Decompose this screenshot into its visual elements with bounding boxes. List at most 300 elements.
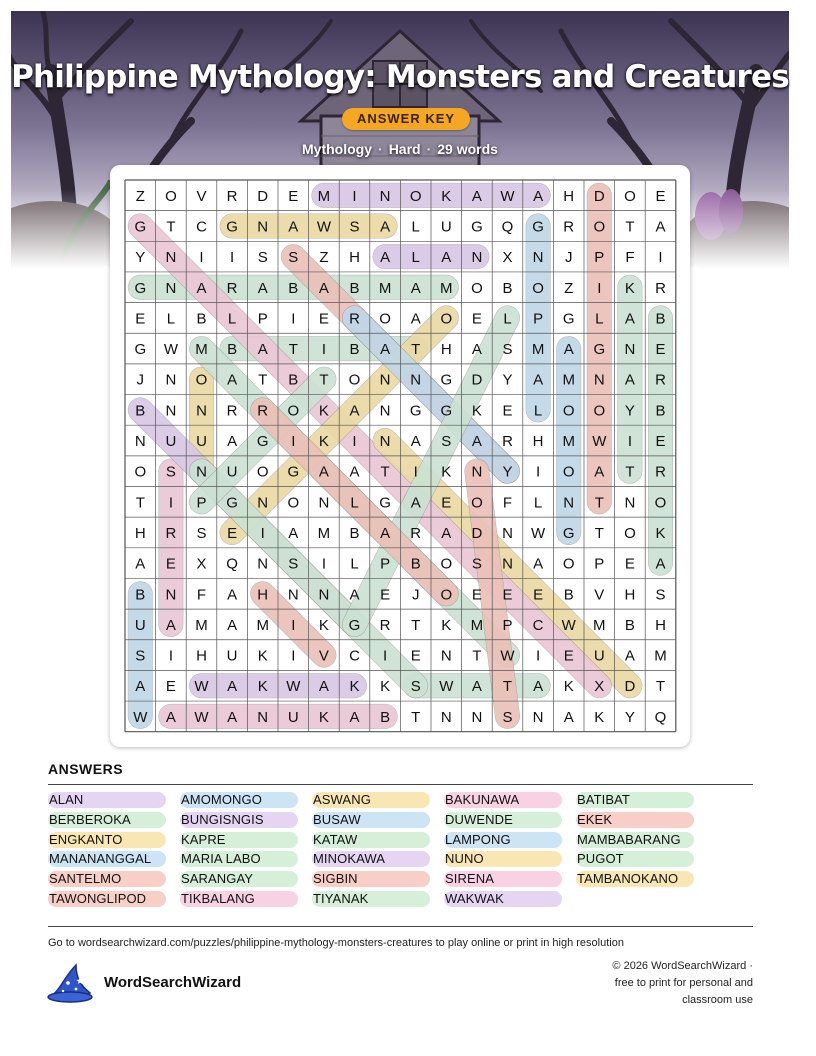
grid-cell-letter: D (257, 187, 269, 205)
answer-word: SARANGAY (180, 871, 298, 887)
grid-cell-letter: M (317, 524, 331, 542)
grid-cell-letter: N (196, 463, 207, 481)
grid-cell-letter: A (380, 341, 391, 359)
answer-word: BATIBAT (576, 792, 694, 808)
grid-cell-letter: M (531, 341, 545, 359)
answer-word: SIGBIN (312, 871, 430, 887)
grid-cell-letter: X (502, 249, 513, 267)
grid-cell-letter: N (532, 249, 544, 267)
grid-cell-letter: H (440, 341, 452, 359)
grid-cell-letter: B (655, 310, 666, 328)
grid-cell-letter: A (349, 586, 360, 604)
grid-cell-letter: M (470, 616, 484, 634)
grid-cell-letter: I (352, 433, 357, 451)
grid-cell-letter: I (658, 249, 663, 267)
grid-cell-letter: G (440, 371, 453, 389)
grid-cell-letter: W (561, 616, 576, 634)
difficulty-label: Hard (388, 141, 421, 157)
grid-cell-letter: R (226, 402, 238, 420)
grid-cell-letter: H (563, 187, 575, 205)
grid-cell-letter: A (380, 249, 391, 267)
grid-cell-letter: A (257, 341, 268, 359)
grid-cell-letter: G (226, 218, 238, 236)
grid-cell-letter: S (471, 555, 482, 573)
grid-cell-letter: O (562, 463, 575, 481)
answer-word: LAMPONG (444, 832, 562, 848)
grid-cell-letter: A (655, 555, 666, 573)
grid-cell-letter: A (471, 341, 482, 359)
grid-cell-letter: V (196, 187, 207, 205)
grid-cell-letter: K (563, 678, 574, 696)
grid-cell-letter: V (318, 647, 329, 665)
grid-cell-letter: J (564, 249, 573, 267)
answer-word: TAMBANOKANO (576, 871, 694, 887)
grid-cell-letter: W (286, 678, 301, 696)
answer-word: BUSAW (312, 812, 430, 828)
grid-cell-letter: A (227, 708, 238, 726)
grid-cell-letter: T (472, 647, 482, 665)
grid-cell-letter: D (471, 371, 483, 389)
grid-cell-letter: B (502, 279, 513, 297)
grid-cell-letter: O (409, 187, 422, 205)
grid-cell-letter: G (562, 524, 575, 542)
grid-cell-letter: F (196, 586, 207, 604)
grid-cell-letter: A (318, 463, 329, 481)
answer-word: MAMBABARANG (576, 832, 694, 848)
grid-cell-letter: I (536, 463, 541, 481)
grid-cell-letter: L (503, 310, 512, 328)
grid-cell-letter: A (441, 524, 452, 542)
grid-cell-letter: N (624, 494, 636, 512)
grid-cell-letter: N (410, 371, 422, 389)
grid-cell-letter: A (165, 708, 176, 726)
grid-cell-letter: A (227, 616, 238, 634)
grid-cell-letter: N (379, 402, 391, 420)
grid-cell-letter: P (533, 310, 544, 328)
grid-cell-letter: A (380, 524, 391, 542)
grid-cell-letter: W (133, 708, 148, 726)
grid-cell-letter: S (502, 708, 513, 726)
grid-cell-letter: A (624, 371, 635, 389)
grid-cell-letter: A (349, 708, 360, 726)
grid-cell-letter: T (319, 371, 329, 389)
grid-cell-letter: L (350, 494, 359, 512)
answer-word: TIKBALANG (180, 891, 298, 907)
grid-cell-letter: A (594, 463, 605, 481)
grid-cell-letter: A (288, 524, 299, 542)
grid-cell-letter: O (532, 279, 544, 297)
grid-cell-letter: N (257, 218, 269, 236)
grid-cell-letter: M (562, 371, 575, 389)
grid-cell-letter: S (410, 678, 421, 696)
grid-cell-letter: O (624, 524, 636, 542)
page-title: Philippine Mythology: Monsters and Creatures (11, 59, 789, 95)
grid-cell-letter: N (502, 555, 513, 573)
answers-divider (48, 784, 753, 785)
grid-cell-letter: U (165, 433, 177, 451)
grid-cell-letter: B (563, 586, 574, 604)
copyright-line: © 2026 WordSearchWizard · (612, 960, 753, 972)
grid-cell-letter: O (348, 371, 361, 389)
grid-cell-letter: N (165, 402, 177, 420)
grid-cell-letter: I (352, 187, 357, 205)
grid-cell-letter: O (165, 187, 177, 205)
grid-cell-letter: R (349, 310, 360, 328)
grid-cell-letter: M (256, 616, 269, 634)
grid-cell-letter: O (195, 371, 208, 389)
grid-cell-letter: B (135, 586, 146, 604)
grid-cell-letter: M (195, 616, 208, 634)
answer-word: MANANANGGAL (48, 851, 166, 867)
answer-word: PUGOT (576, 851, 694, 867)
grid-cell-letter: A (288, 218, 299, 236)
grid-cell-letter: K (318, 708, 329, 726)
answer-word: WAKWAK (444, 891, 562, 907)
answer-word: SANTELMO (48, 871, 166, 887)
grid-cell-letter: R (165, 524, 177, 542)
grid-cell-letter: H (655, 616, 666, 634)
grid-cell-letter: G (256, 433, 269, 451)
grid-cell-letter: O (287, 402, 300, 420)
grid-cell-letter: C (196, 218, 207, 236)
grid-cell-letter: A (410, 279, 421, 297)
grid-cell-letter: U (226, 647, 238, 665)
grid-cell-letter: G (409, 402, 422, 420)
grid-cell-letter: V (594, 586, 605, 604)
grid-cell-letter: E (655, 341, 666, 359)
puzzle-card (110, 165, 690, 747)
grid-cell-letter: R (655, 279, 666, 297)
grid-cell-letter: G (226, 494, 238, 512)
grid-cell-letter: N (471, 708, 483, 726)
grid-cell-letter: K (471, 402, 482, 420)
answer-word: MARIA LABO (180, 851, 298, 867)
grid-cell-letter: A (196, 279, 207, 297)
grid-cell-letter: D (624, 678, 636, 696)
grid-cell-letter: O (440, 555, 453, 573)
grid-cell-letter: G (348, 616, 361, 634)
grid-cell-letter: N (165, 249, 177, 267)
grid-cell-letter: E (471, 310, 482, 328)
grid-cell-letter: M (593, 616, 606, 634)
grid-cell-letter: I (321, 555, 326, 573)
grid-cell-letter: O (654, 494, 667, 512)
grid-cell-letter: L (411, 249, 420, 267)
grid-cell-letter: I (291, 616, 296, 634)
grid-cell-letter: H (532, 433, 544, 451)
grid-cell-letter: K (318, 616, 329, 634)
grid-cell-letter: H (134, 524, 146, 542)
brand-name[interactable]: WordSearchWizard (104, 974, 242, 991)
footer-link-text[interactable]: Go to wordsearchwizard.com/puzzles/philippine-mythology-monsters-creatures to play online or print in high resolution (48, 937, 624, 949)
grid-cell-letter: B (349, 279, 360, 297)
grid-cell-letter: N (134, 433, 146, 451)
grid-cell-letter: N (379, 433, 391, 451)
grid-cell-letter: G (134, 218, 147, 236)
grid-cell-letter: B (227, 341, 238, 359)
grid-cell-letter: E (318, 310, 329, 328)
grid-cell-letter: A (533, 187, 544, 205)
grid-cell-letter: A (410, 433, 421, 451)
grid-cell-letter: G (379, 494, 391, 512)
grid-cell-letter: T (166, 218, 176, 236)
grid-cell-letter: A (349, 402, 360, 420)
grid-cell-letter: G (134, 279, 147, 297)
grid-cell-letter: A (257, 279, 268, 297)
grid-cell-letter: B (410, 555, 421, 573)
grid-cell-letter: G (532, 218, 544, 236)
grid-cell-letter: S (655, 586, 666, 604)
grid-cell-letter: O (562, 555, 575, 573)
grid-cell-letter: P (380, 555, 391, 573)
grid-cell-letter: G (471, 218, 483, 236)
grid-cell-letter: J (411, 586, 420, 604)
grid-cell-letter: I (291, 647, 296, 665)
grid-cell-letter: O (287, 494, 300, 512)
grid-cell-letter: K (318, 433, 329, 451)
grid-cell-letter: Y (502, 371, 513, 389)
grid-cell-letter: R (410, 524, 422, 542)
grid-cell-letter: E (165, 678, 176, 696)
answer-word: DUWENDE (444, 812, 562, 828)
grid-cell-letter: T (625, 218, 635, 236)
grid-cell-letter: M (440, 279, 453, 297)
grid-cell-letter: K (594, 708, 605, 726)
grid-cell-letter: Y (502, 463, 513, 481)
grid-cell-letter: O (471, 494, 483, 512)
grid-cell-letter: A (318, 279, 329, 297)
grid-cell-letter: R (655, 371, 666, 389)
grid-cell-letter: A (563, 341, 574, 359)
grid-cell-letter: O (379, 310, 391, 328)
grid-cell-letter: P (257, 310, 268, 328)
grid-cell-letter: M (562, 433, 575, 451)
grid-cell-letter: S (135, 647, 146, 665)
grid-cell-letter: T (594, 494, 604, 512)
grid-cell-letter: K (380, 678, 391, 696)
grid-cell-letter: T (135, 494, 145, 512)
grid-cell-letter: I (168, 647, 173, 665)
grid-cell-letter: C (349, 647, 360, 665)
grid-cell-letter: W (439, 678, 454, 696)
grid-cell-letter: A (471, 678, 482, 696)
word-search-grid (110, 165, 690, 747)
answer-word: ASWANG (312, 792, 430, 808)
grid-cell-letter: I (199, 249, 204, 267)
grid-cell-letter: S (257, 249, 268, 267)
grid-cell-letter: L (595, 310, 604, 328)
copyright-line: free to print for personal and (614, 977, 753, 989)
grid-cell-letter: C (532, 616, 544, 634)
grid-cell-letter: N (257, 708, 269, 726)
grid-cell-letter: O (624, 187, 636, 205)
grid-cell-letter: T (411, 708, 421, 726)
grid-cell-letter: O (440, 310, 453, 328)
grid-cell-letter: Y (135, 249, 146, 267)
grid-cell-letter: F (502, 494, 513, 512)
grid-cell-letter: B (135, 402, 146, 420)
grid-cell-letter: K (257, 678, 268, 696)
grid-cell-letter: B (196, 310, 207, 328)
grid-cell-letter: X (196, 555, 207, 573)
grid-cell-letter: K (624, 279, 635, 297)
grid-cell-letter: A (318, 678, 329, 696)
word-count-label: 29 words (437, 141, 498, 157)
grid-cell-letter: I (291, 310, 296, 328)
grid-cell-letter: W (531, 524, 546, 542)
grid-cell-letter: W (592, 433, 607, 451)
grid-cell-letter: E (227, 524, 238, 542)
grid-cell-letter: N (624, 341, 636, 359)
grid-cell-letter: S (196, 524, 207, 542)
grid-cell-letter: N (165, 279, 177, 297)
grid-cell-letter: A (410, 494, 421, 512)
grid-cell-letter: T (380, 463, 390, 481)
grid-cell-letter: E (655, 433, 666, 451)
answer-key-badge: ANSWER KEY (342, 108, 470, 130)
grid-cell-letter: W (194, 678, 209, 696)
separator-dot: · (378, 141, 383, 157)
grid-cell-letter: Z (564, 279, 574, 297)
grid-cell-letter: N (471, 249, 483, 267)
grid-cell-letter: X (594, 678, 605, 696)
grid-cell-letter: Q (501, 218, 514, 236)
grid-cell-letter: A (471, 433, 482, 451)
answer-word: BERBEROKA (48, 812, 166, 828)
grid-cell-letter: N (165, 371, 177, 389)
grid-cell-letter: A (227, 371, 238, 389)
grid-cell-letter: W (194, 708, 209, 726)
grid-cell-letter: O (440, 586, 453, 604)
grid-cell-letter: N (257, 494, 269, 512)
grid-cell-letter: D (471, 524, 483, 542)
grid-cell-letter: U (287, 708, 299, 726)
grid-cell-letter: I (230, 249, 235, 267)
separator-dot: · (426, 141, 432, 157)
grid-cell-letter: P (594, 249, 605, 267)
grid-cell-letter: N (563, 494, 575, 512)
answer-word: SIRENA (444, 871, 562, 887)
grid-cell-letter: I (260, 524, 265, 542)
footer-divider (48, 926, 753, 927)
grid-cell-letter: A (471, 187, 482, 205)
answer-word: ENGKANTO (48, 832, 166, 848)
grid-cell-letter: T (411, 341, 421, 359)
grid-cell-letter: W (163, 341, 178, 359)
answer-word: MINOKAWA (312, 851, 430, 867)
answer-word: ALAN (48, 792, 166, 808)
grid-cell-letter: A (624, 310, 635, 328)
grid-cell-letter: N (379, 371, 391, 389)
answer-word: EKEK (576, 812, 694, 828)
grid-cell-letter: L (411, 218, 420, 236)
grid-cell-letter: R (257, 402, 269, 420)
grid-cell-letter: A (135, 555, 146, 573)
grid-cell-letter: E (410, 647, 421, 665)
grid-cell-letter: R (563, 218, 575, 236)
grid-cell-letter: S (288, 555, 299, 573)
answer-word: KAPRE (180, 832, 298, 848)
grid-cell-letter: W (500, 647, 515, 665)
grid-cell-letter: K (441, 616, 452, 634)
grid-cell-letter: G (562, 310, 575, 328)
grid-cell-letter: E (471, 586, 482, 604)
wizard-hat-icon (46, 963, 94, 1008)
grid-cell-letter: D (593, 187, 605, 205)
answers-heading: ANSWERS (48, 761, 124, 777)
grid-cell-letter: N (379, 187, 391, 205)
grid-cell-letter: N (318, 494, 330, 512)
grid-cell-letter: K (441, 463, 452, 481)
grid-cell-letter: I (536, 647, 541, 665)
grid-cell-letter: K (318, 402, 329, 420)
grid-cell-letter: N (532, 708, 544, 726)
grid-cell-letter: E (441, 494, 452, 512)
grid-cell-letter: E (502, 402, 513, 420)
grid-cell-letter: R (379, 616, 391, 634)
answer-word: AMOMONGO (180, 792, 298, 808)
grid-cell-letter: W (316, 218, 331, 236)
grid-cell-letter: O (593, 218, 606, 236)
grid-cell-letter: A (655, 218, 666, 236)
grid-cell-letter: G (593, 341, 606, 359)
answer-word: NUNO (444, 851, 562, 867)
grid-cell-letter: E (288, 187, 299, 205)
grid-cell-letter: R (226, 279, 238, 297)
grid-cell-letter: H (624, 586, 636, 604)
answer-word: TIYANAK (312, 891, 430, 907)
grid-cell-letter: F (625, 249, 635, 267)
grid-cell-letter: M (378, 279, 392, 297)
grid-cell-letter: P (502, 616, 513, 634)
grid-cell-letter: I (321, 341, 326, 359)
grid-cell-letter: U (196, 433, 207, 451)
grid-cell-letter: H (196, 647, 207, 665)
grid-cell-letter: P (196, 494, 207, 512)
grid-cell-letter: O (471, 279, 483, 297)
grid-cell-letter: S (349, 218, 360, 236)
grid-cell-letter: B (380, 708, 391, 726)
grid-cell-letter: A (349, 463, 360, 481)
grid-cell-letter: N (165, 586, 177, 604)
grid-cell-letter: A (165, 616, 176, 634)
grid-cell-letter: A (563, 708, 574, 726)
grid-cell-letter: B (288, 279, 299, 297)
grid-cell-letter: A (227, 586, 238, 604)
grid-cell-letter: M (195, 341, 208, 359)
grid-cell-letter: N (196, 402, 207, 420)
grid-cell-letter: A (135, 678, 146, 696)
grid-cell-letter: E (502, 586, 513, 604)
grid-cell-letter: E (563, 647, 574, 665)
grid-cell-letter: N (287, 586, 299, 604)
grid-cell-letter: K (655, 524, 666, 542)
grid-cell-letter: O (593, 402, 606, 420)
grid-cell-letter: S (165, 463, 176, 481)
grid-cell-letter: G (440, 402, 453, 420)
grid-cell-letter: T (288, 341, 298, 359)
grid-cell-letter: R (502, 433, 513, 451)
grid-cell-letter: R (226, 187, 238, 205)
grid-cell-letter: I (383, 647, 388, 665)
grid-cell-letter: Q (654, 708, 667, 726)
grid-cell-letter: B (624, 616, 635, 634)
grid-cell-letter: O (562, 402, 575, 420)
grid-cell-letter: E (655, 187, 666, 205)
grid-cell-letter: Z (135, 187, 145, 205)
grid-cell-letter: L (533, 494, 543, 512)
grid-cell-letter: A (624, 647, 635, 665)
